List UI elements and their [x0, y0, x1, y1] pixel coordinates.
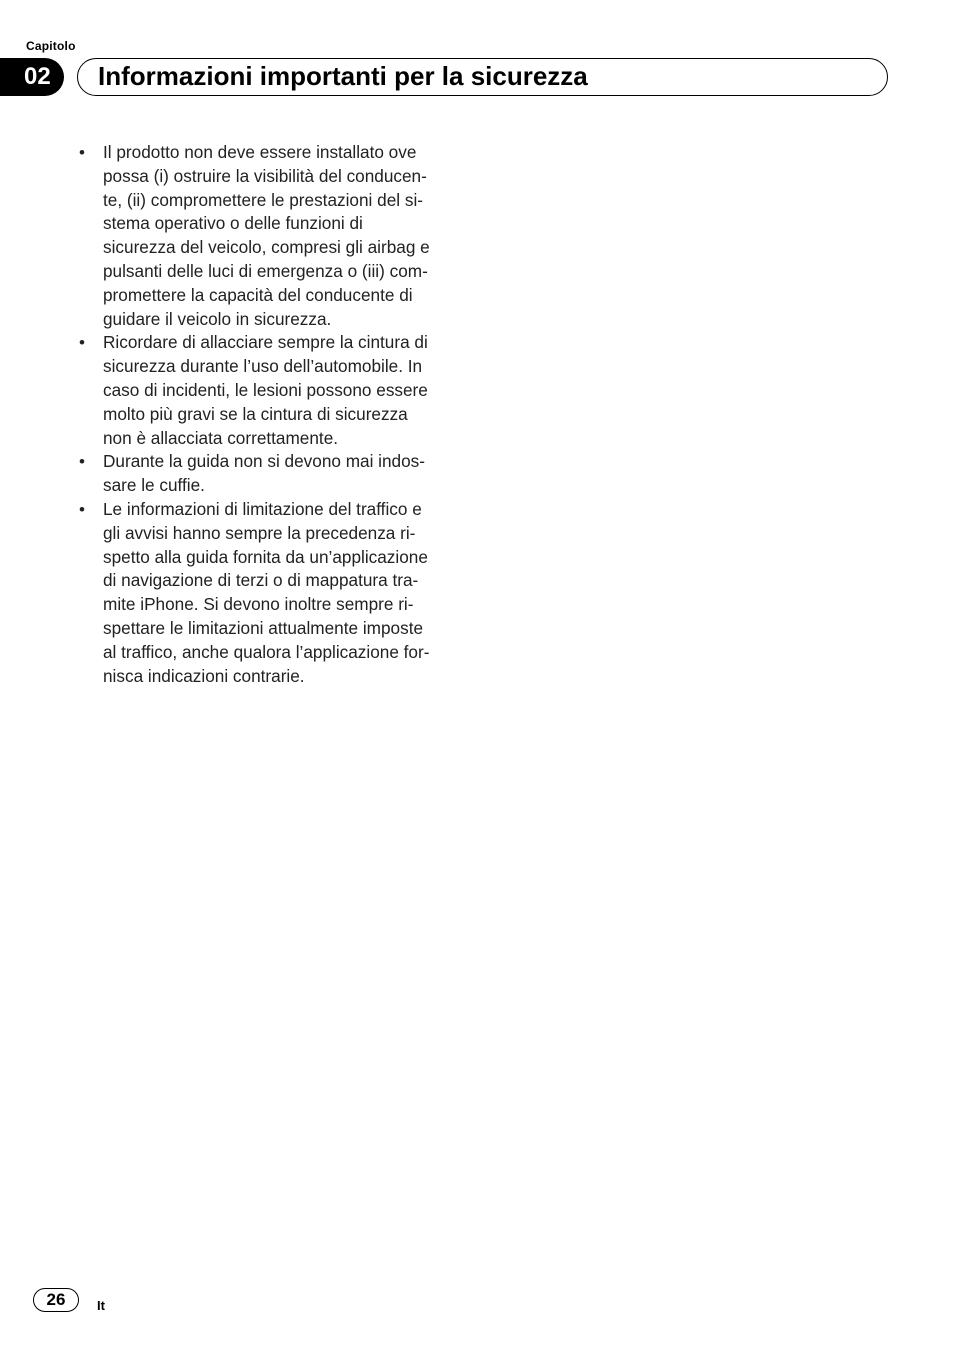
language-label: It — [97, 1298, 105, 1313]
chapter-label: Capitolo — [26, 39, 76, 53]
bullet-item — [78, 141, 478, 331]
bullet-text: Le informazioni di limitazione del traffico e gli avvisi hanno sempre la precedenza ri- spetto alla guida fornita da un’applicazione di navigazione di terzi o di mappatura tra- mite iPhone. Si devono inoltre sempre ri- spettare le limitazioni attualmente imposte al traffico, anche qualora l’applicazione for- nisca indicazioni contrarie. — [103, 498, 430, 686]
chapter-number-tab: 02 — [0, 58, 64, 96]
page-title: Informazioni importanti per la sicurezza — [77, 58, 888, 96]
bullet-icon: • — [79, 499, 85, 519]
bullet-item — [78, 498, 478, 688]
bullet-icon: • — [79, 452, 85, 472]
bullet-icon: • — [79, 143, 85, 162]
safety-bullet-list — [78, 141, 478, 688]
page-number: 26 — [33, 1288, 79, 1312]
bullet-text: Il prodotto non deve essere installato ove possa (i) ostruire la visibilità del conducen- te, (ii) compromettere le prestazioni del si- stema operativo o delle funzioni di sicurezza del veicolo, compresi gli airbag e pulsanti delle luci di emergenza o (iii) com- promettere la capacità del conducente di guidare il veicolo in sicurezza. — [103, 142, 430, 329]
bullet-text: Ricordare di allacciare sempre la cintura di sicurezza durante l’uso dell’automobile. In caso di incidenti, le lesioni possono essere molto più gravi se la cintura di sicurezza non è allacciata correttamente. — [103, 332, 428, 448]
bullet-text: Durante la guida non si devono mai indos- sare le cuffie. — [103, 451, 425, 496]
safety-content — [78, 141, 478, 688]
bullet-item — [78, 331, 478, 450]
bullet-icon: • — [79, 333, 85, 353]
bullet-item — [78, 450, 478, 498]
